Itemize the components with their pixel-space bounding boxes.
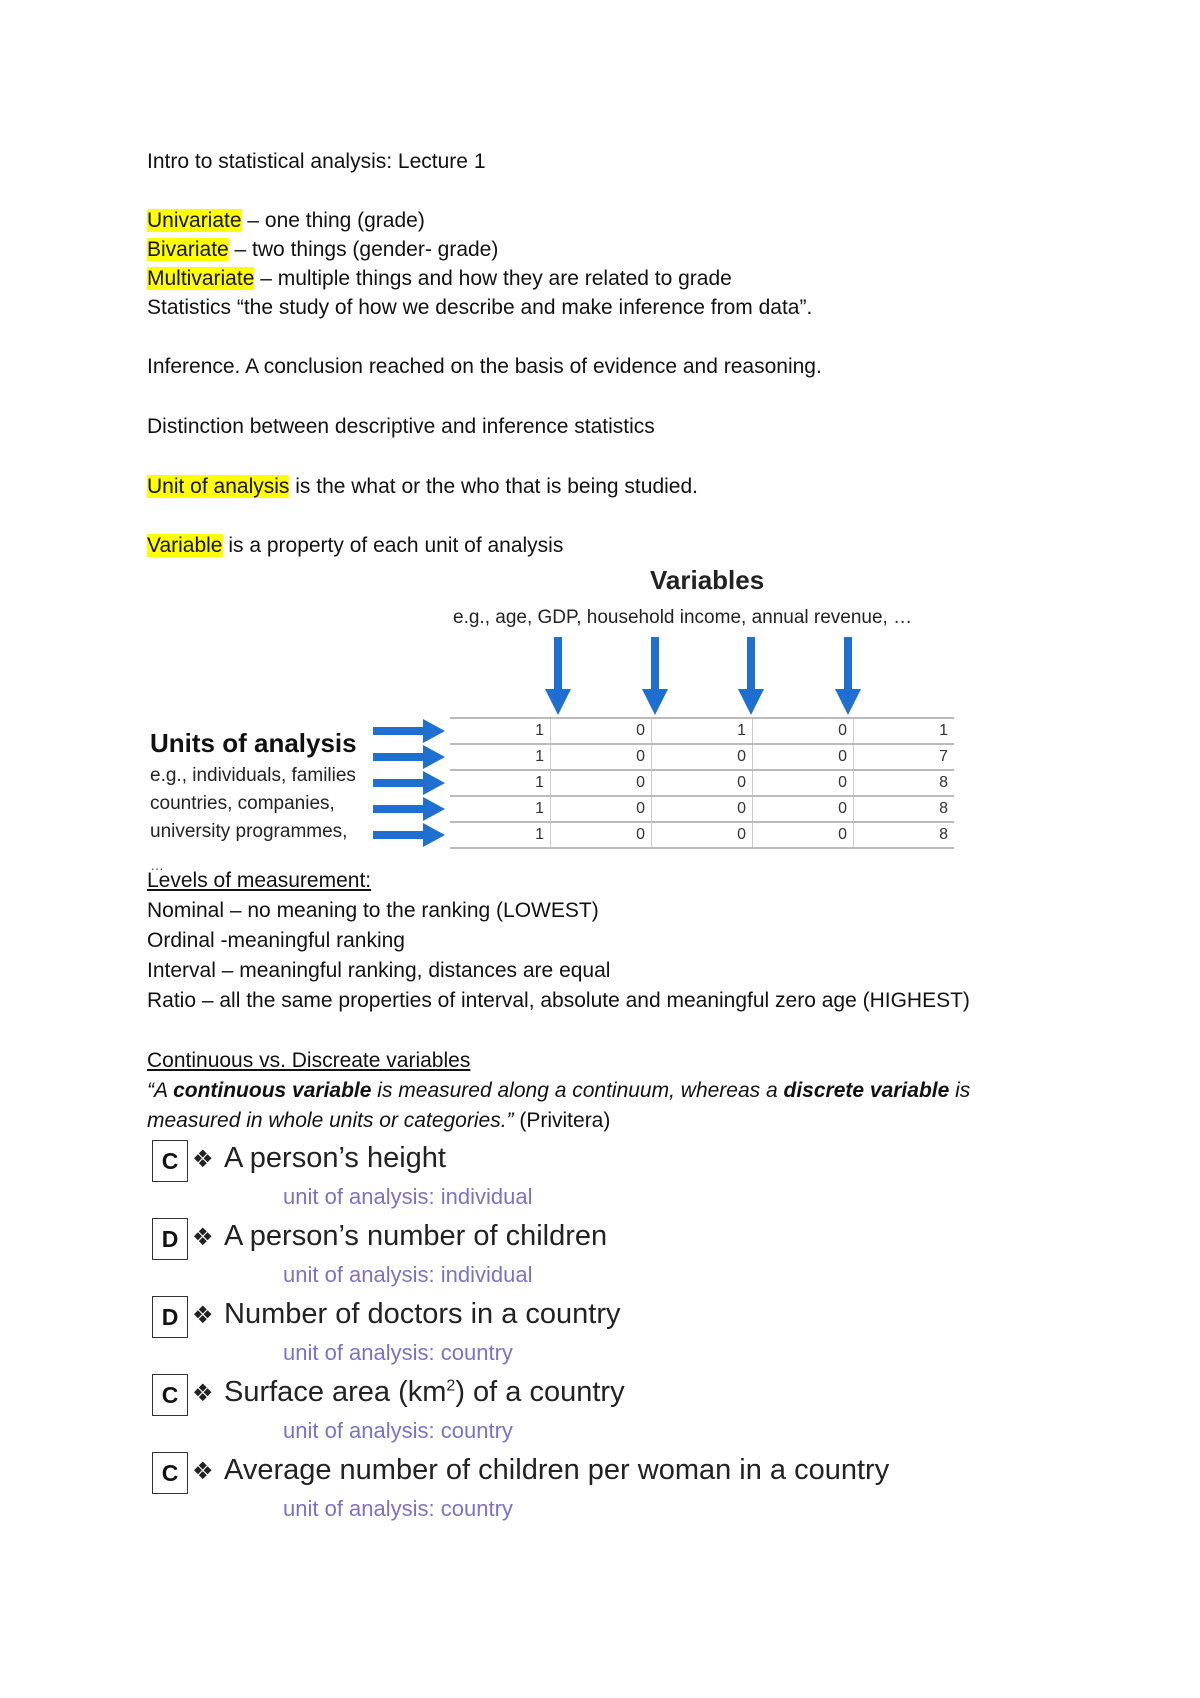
definition-bivariate bbox=[147, 236, 498, 264]
right-arrow-icon bbox=[373, 797, 445, 821]
variables-units-figure bbox=[145, 565, 960, 873]
table-row bbox=[450, 718, 954, 744]
table-cell: 0 bbox=[753, 822, 854, 848]
quote-text: is measured along a continuum, whereas a bbox=[371, 1079, 784, 1102]
distinction-line: Distinction between descriptive and inference statistics bbox=[147, 415, 655, 438]
term-multivariate: Multivariate bbox=[147, 267, 255, 290]
right-arrow-icon bbox=[373, 745, 445, 769]
units-example-line: university programmes, bbox=[150, 821, 348, 842]
right-arrow-icon bbox=[373, 823, 445, 847]
term-univariate: Univariate bbox=[147, 209, 242, 232]
right-arrow-icon bbox=[373, 719, 445, 743]
table-cell: 0 bbox=[753, 796, 854, 822]
definition-univariate bbox=[147, 207, 425, 235]
table-cell: 0 bbox=[652, 796, 753, 822]
table-cell: 0 bbox=[551, 770, 652, 796]
definition-text: – two things (gender- grade) bbox=[228, 238, 499, 261]
item-unit-of-analysis: unit of analysis: country bbox=[283, 1340, 513, 1365]
variables-examples: e.g., age, GDP, household income, annual revenue, … bbox=[453, 607, 913, 628]
level-item: Ordinal -meaningful ranking bbox=[147, 929, 405, 952]
table-cell: 1 bbox=[854, 718, 955, 744]
table-cell: 0 bbox=[652, 744, 753, 770]
table-cell: 1 bbox=[450, 718, 551, 744]
down-arrow-icon bbox=[642, 637, 668, 717]
table-cell: 8 bbox=[854, 770, 955, 796]
data-table bbox=[450, 717, 954, 849]
table-row bbox=[450, 822, 954, 848]
item-unit-of-analysis: unit of analysis: individual bbox=[283, 1262, 533, 1287]
term-unit-of-analysis: Unit of analysis bbox=[147, 475, 290, 498]
inference-definition: Inference. A conclusion reached on the basis of evidence and reasoning. bbox=[147, 355, 822, 378]
table-cell: 1 bbox=[450, 744, 551, 770]
units-example-line: countries, companies, bbox=[150, 793, 335, 814]
item-title-part: Surface area (km bbox=[224, 1376, 447, 1408]
item-title: A person’s height bbox=[224, 1142, 446, 1174]
table-row bbox=[450, 744, 954, 770]
right-arrow-icon bbox=[373, 771, 445, 795]
level-item: Nominal – no meaning to the ranking (LOWEST) bbox=[147, 899, 599, 922]
table-cell: 0 bbox=[551, 796, 652, 822]
item-title: Number of doctors in a country bbox=[224, 1298, 621, 1330]
table-cell: 0 bbox=[652, 822, 753, 848]
units-example-line: e.g., individuals, families bbox=[150, 765, 356, 786]
item-title-part: ) of a country bbox=[455, 1376, 625, 1408]
levels-heading: Levels of measurement: bbox=[147, 869, 372, 892]
diamond-bullet-icon: ❖ bbox=[192, 1224, 214, 1251]
definition-text: is the what or the who that is being studied. bbox=[289, 475, 698, 498]
type-badge: C bbox=[152, 1374, 188, 1416]
variables-title: Variables bbox=[650, 565, 765, 595]
table-cell: 1 bbox=[450, 770, 551, 796]
table-cell: 0 bbox=[753, 770, 854, 796]
diamond-bullet-icon: ❖ bbox=[192, 1146, 214, 1173]
level-item: Interval – meaningful ranking, distances are equal bbox=[147, 959, 611, 982]
table-cell: 7 bbox=[854, 744, 955, 770]
item-title: A person’s number of children bbox=[224, 1220, 608, 1252]
down-arrow-icon bbox=[738, 637, 764, 717]
continuous-heading: Continuous vs. Discreate variables bbox=[147, 1049, 471, 1072]
unit-of-analysis-definition bbox=[147, 473, 698, 501]
definition-multivariate bbox=[147, 265, 732, 293]
table-cell: 8 bbox=[854, 796, 955, 822]
table-cell: 0 bbox=[551, 744, 652, 770]
quote-line-2 bbox=[147, 1107, 610, 1135]
table-cell: 0 bbox=[551, 718, 652, 744]
quote-term-discrete: discrete variable bbox=[783, 1079, 950, 1102]
item-unit-of-analysis: unit of analysis: country bbox=[283, 1418, 513, 1443]
table-cell: 1 bbox=[450, 822, 551, 848]
down-arrow-icon bbox=[545, 637, 571, 717]
quote-line-1 bbox=[147, 1077, 970, 1105]
table-cell: 1 bbox=[450, 796, 551, 822]
table-cell: 0 bbox=[753, 718, 854, 744]
item-unit-of-analysis: unit of analysis: country bbox=[283, 1496, 513, 1521]
item-title bbox=[224, 1376, 625, 1409]
diamond-bullet-icon: ❖ bbox=[192, 1458, 214, 1485]
table-cell: 0 bbox=[652, 770, 753, 796]
term-variable: Variable bbox=[147, 534, 223, 557]
variable-definition bbox=[147, 532, 563, 560]
item-unit-of-analysis: unit of analysis: individual bbox=[283, 1184, 533, 1209]
quote-text: measured in whole units or categories.” bbox=[147, 1109, 514, 1132]
units-title: Units of analysis bbox=[150, 728, 357, 758]
table-cell: 0 bbox=[551, 822, 652, 848]
definition-text: – multiple things and how they are related to grade bbox=[254, 267, 732, 290]
term-bivariate: Bivariate bbox=[147, 238, 229, 261]
type-badge: C bbox=[152, 1140, 188, 1182]
quote-text: is bbox=[949, 1079, 971, 1102]
item-title-superscript: 2 bbox=[446, 1377, 456, 1395]
units-ellipsis: … bbox=[150, 857, 164, 873]
quote-term-continuous: continuous variable bbox=[173, 1079, 372, 1102]
table-row bbox=[450, 796, 954, 822]
page-title: Intro to statistical analysis: Lecture 1 bbox=[147, 150, 486, 173]
table-cell: 8 bbox=[854, 822, 955, 848]
type-badge: D bbox=[152, 1296, 188, 1338]
type-badge: C bbox=[152, 1452, 188, 1494]
diamond-bullet-icon: ❖ bbox=[192, 1380, 214, 1407]
table-cell: 1 bbox=[652, 718, 753, 744]
quote-text: “A bbox=[147, 1079, 174, 1102]
item-title: Average number of children per woman in a country bbox=[224, 1454, 890, 1486]
quote-source: (Privitera) bbox=[513, 1109, 611, 1132]
definition-text: – one thing (grade) bbox=[241, 209, 425, 232]
table-row bbox=[450, 770, 954, 796]
type-badge: D bbox=[152, 1218, 188, 1260]
statistics-definition: Statistics “the study of how we describe and make inference from data”. bbox=[147, 296, 813, 319]
diamond-bullet-icon: ❖ bbox=[192, 1302, 214, 1329]
down-arrow-icon bbox=[835, 637, 861, 717]
level-item: Ratio – all the same properties of interval, absolute and meaningful zero age (HIGHEST) bbox=[147, 989, 970, 1012]
table-cell: 0 bbox=[753, 744, 854, 770]
definition-text: is a property of each unit of analysis bbox=[222, 534, 564, 557]
